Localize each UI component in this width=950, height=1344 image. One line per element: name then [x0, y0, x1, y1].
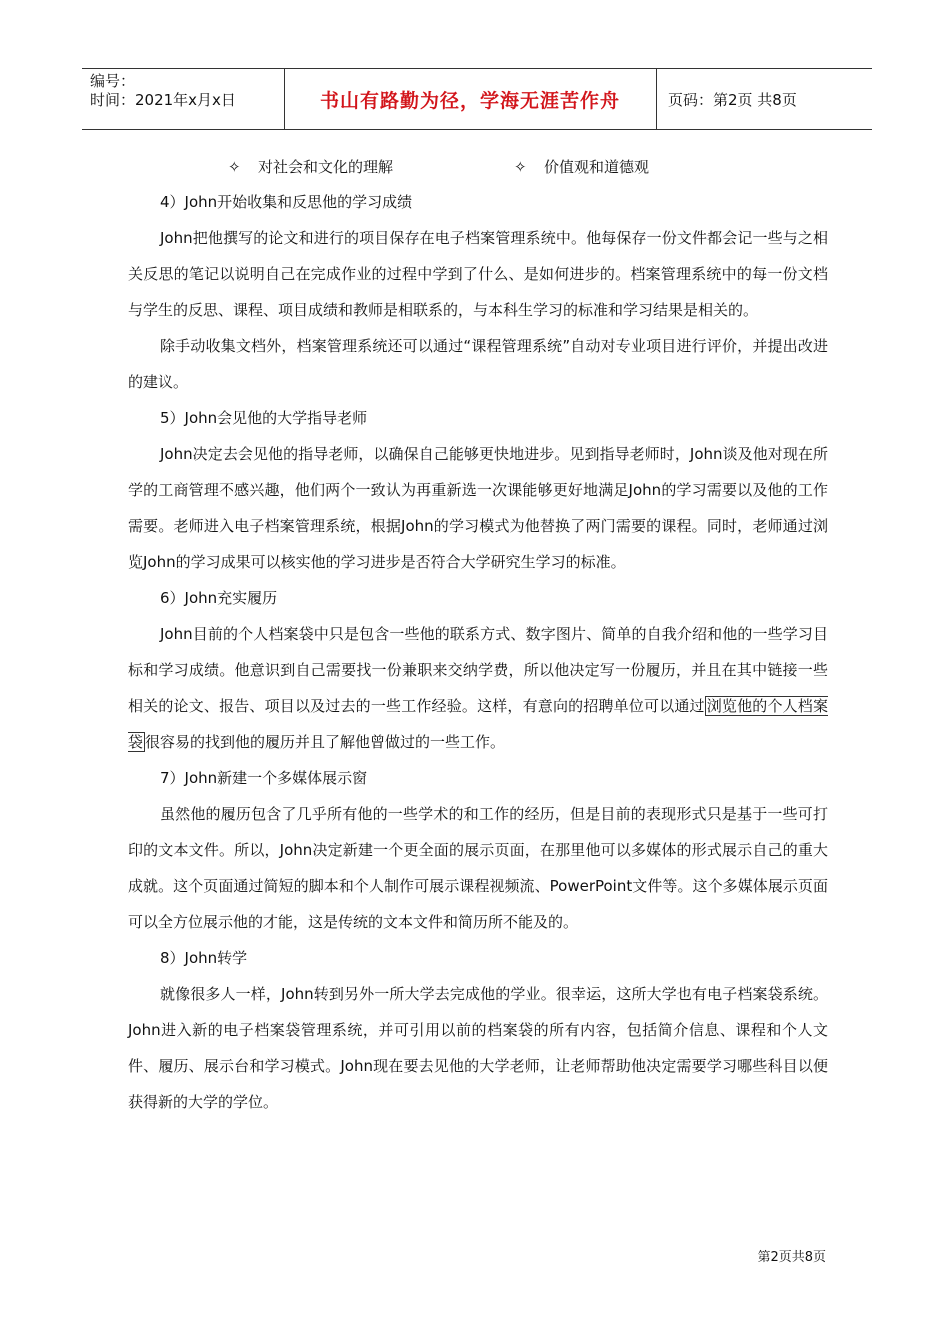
paragraph: John决定去会见他的指导老师，以确保自己能够更快地进步。见到指导老师时，John谈及他对现在所学的工商管理不感兴趣，他们两个一致认为再重新选一次课能够更好地满足John的学习需要以及他的工作需要。老师进入电子档案管理系统，根据John的学习模式为他替换了两门需要的课程。同时，老师通过浏览John的学习成果可以核实他的学习进步是否符合大学研究生学习的标准。: [128, 445, 828, 571]
header-meta: [90, 72, 236, 110]
header-motto: 书山有路勤为径，学海无涯苦作舟: [319, 89, 620, 112]
diamond-star-icon: ✧: [228, 158, 241, 176]
bullet-text: 价值观和道德观: [544, 158, 650, 176]
bullet-text: 对社会和文化的理解: [258, 158, 394, 176]
bullet-item: [228, 156, 393, 177]
paragraph: [128, 616, 828, 760]
paragraph-text: John目前的个人档案袋中只是包含一些他的联系方式、数字图片、简单的自我介绍和他的一些学习目标和学习成绩。他意识到自己需要找一份兼职来交纳学费，所以他决定写一份履历，并且在其中链接一些相关的论文、报告、项目以及过去的一些工作经验。这样，有意向的招聘单位可以通过: [128, 625, 828, 715]
page-indicator: 页码：第2页 共8页: [668, 91, 797, 109]
section-heading: 7）John新建一个多媒体展示窗: [160, 769, 368, 787]
section-heading: 8）John转学: [160, 949, 248, 967]
document-body: [128, 148, 828, 1120]
boxed-text: 浏览他的个人档案袋: [128, 697, 828, 751]
diamond-star-icon: ✧: [514, 158, 527, 176]
paragraph: 就像很多人一样，John转到另外一所大学去完成他的学业。很幸运，这所大学也有电子档案袋系统。John进入新的电子档案袋管理系统，并可引用以前的档案袋的所有内容，包括简介信息、课程和个人文件、履历、展示台和学习模式。John现在要去见他的大学老师，让老师帮助他决定需要学习哪些科目以便获得新的大学的学位。: [128, 985, 828, 1111]
section-heading: 5）John会见他的大学指导老师: [160, 409, 368, 427]
bullet-row: [128, 148, 828, 184]
page-header: [82, 68, 872, 130]
paragraph-text: 很容易的找到他的履历并且了解他曾做过的一些工作。: [145, 733, 506, 751]
bullet-item: [514, 156, 649, 177]
page-footer: 第2页共8页: [757, 1250, 826, 1265]
paragraph: 虽然他的履历包含了几乎所有他的一些学术的和工作的经历，但是目前的表现形式只是基于一些可打印的文本文件。所以，John决定新建一个更全面的展示页面，在那里他可以多媒体的形式展示自己的重大成就。这个页面通过简短的脚本和个人制作可展示课程视频流、PowerPoint文件等。这个多媒体展示页面可以全方位展示他的才能，这是传统的文本文件和简历所不能及的。: [128, 805, 828, 931]
section-heading: 4）John开始收集和反思他的学习成绩: [160, 193, 413, 211]
section-heading: 6）John充实履历: [160, 589, 278, 607]
header-divider: [656, 69, 657, 129]
time-label: 时间：2021年x月x日: [90, 91, 236, 109]
paragraph: 除手动收集文档外，档案管理系统还可以通过“课程管理系统”自动对专业项目进行评价，并提出改进的建议。: [128, 337, 828, 391]
paragraph: John把他撰写的论文和进行的项目保存在电子档案管理系统中。他每保存一份文件都会记一些与之相关反思的笔记以说明自己在完成作业的过程中学到了什么、是如何进步的。档案管理系统中的每一份文档与学生的反思、课程、项目成绩和教师是相联系的，与本科生学习的标准和学习结果是相关的。: [128, 229, 828, 319]
number-label: 编号：: [90, 72, 136, 90]
